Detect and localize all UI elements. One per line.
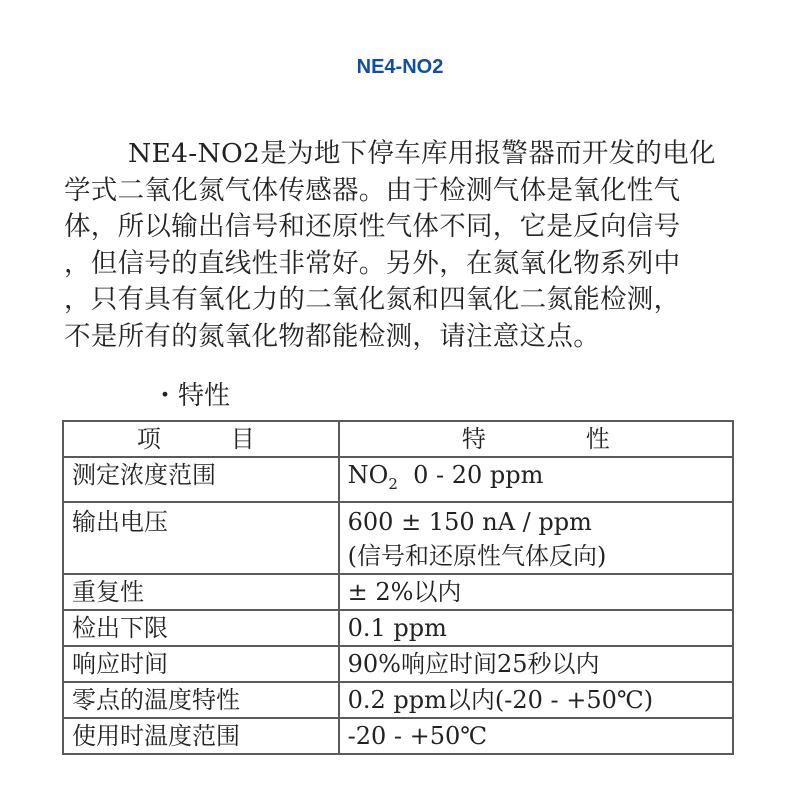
header-spec-label: 特性 bbox=[461, 425, 710, 453]
table-row bbox=[63, 682, 733, 718]
row-item: 重复性 bbox=[63, 574, 339, 610]
row-item: 测定浓度范围 bbox=[63, 457, 339, 502]
value-line: 600 ± 150 nA / ppm bbox=[347, 508, 592, 536]
table-row bbox=[63, 574, 733, 610]
row-item: 输出电压 bbox=[63, 502, 339, 574]
row-value bbox=[339, 502, 733, 574]
row-item: 使用时温度范围 bbox=[63, 718, 339, 754]
paragraph-line: ，但信号的直线性非常好。另外，在氮氧化物系列中 bbox=[64, 247, 681, 279]
value-subscript: 2 bbox=[388, 475, 398, 493]
row-item: 零点的温度特性 bbox=[63, 682, 339, 718]
row-value: -20 - +50℃ bbox=[339, 718, 733, 754]
table-header-row bbox=[63, 421, 733, 457]
table-row bbox=[63, 502, 733, 574]
row-value: 90%响应时间25秒以内 bbox=[339, 646, 733, 682]
value-prefix: NO bbox=[347, 461, 389, 489]
table-row bbox=[63, 646, 733, 682]
header-item bbox=[63, 421, 339, 457]
paragraph-line: 学式二氧化氮气体传感器。由于检测气体是氧化性气 bbox=[64, 174, 681, 206]
row-value bbox=[339, 457, 733, 502]
row-value: 0.2 ppm以内(-20 - +50℃) bbox=[339, 682, 733, 718]
value-line-2: (信号和还原性气体反向) bbox=[347, 542, 607, 570]
row-value: 0.1 ppm bbox=[339, 610, 733, 646]
section-heading-characteristics: ・特性 bbox=[152, 381, 231, 411]
specifications-table bbox=[62, 420, 734, 755]
paragraph-line: ，只有具有氧化力的二氧化氮和四氧化二氮能检测， bbox=[64, 284, 681, 315]
header-spec bbox=[339, 421, 733, 457]
description-paragraph bbox=[64, 136, 764, 355]
document-title: NE4-NO2 bbox=[356, 56, 444, 78]
table-row bbox=[63, 457, 733, 502]
table-row bbox=[63, 610, 733, 646]
row-item: 响应时间 bbox=[63, 646, 339, 682]
paragraph-line: NE4-NO2是为地下停车库用报警器而开发的电化 bbox=[128, 138, 716, 169]
header-item-label: 项目 bbox=[136, 425, 325, 453]
row-value: ± 2%以内 bbox=[339, 574, 733, 610]
value-suffix: 0 - 20 ppm bbox=[397, 461, 544, 489]
table-row bbox=[63, 718, 733, 754]
paragraph-line: 不是所有的氮氧化物都能检测，请注意这点。 bbox=[64, 320, 600, 352]
paragraph-line: 体，所以输出信号和还原性气体不同，它是反向信号 bbox=[64, 211, 681, 242]
row-item: 检出下限 bbox=[63, 610, 339, 646]
